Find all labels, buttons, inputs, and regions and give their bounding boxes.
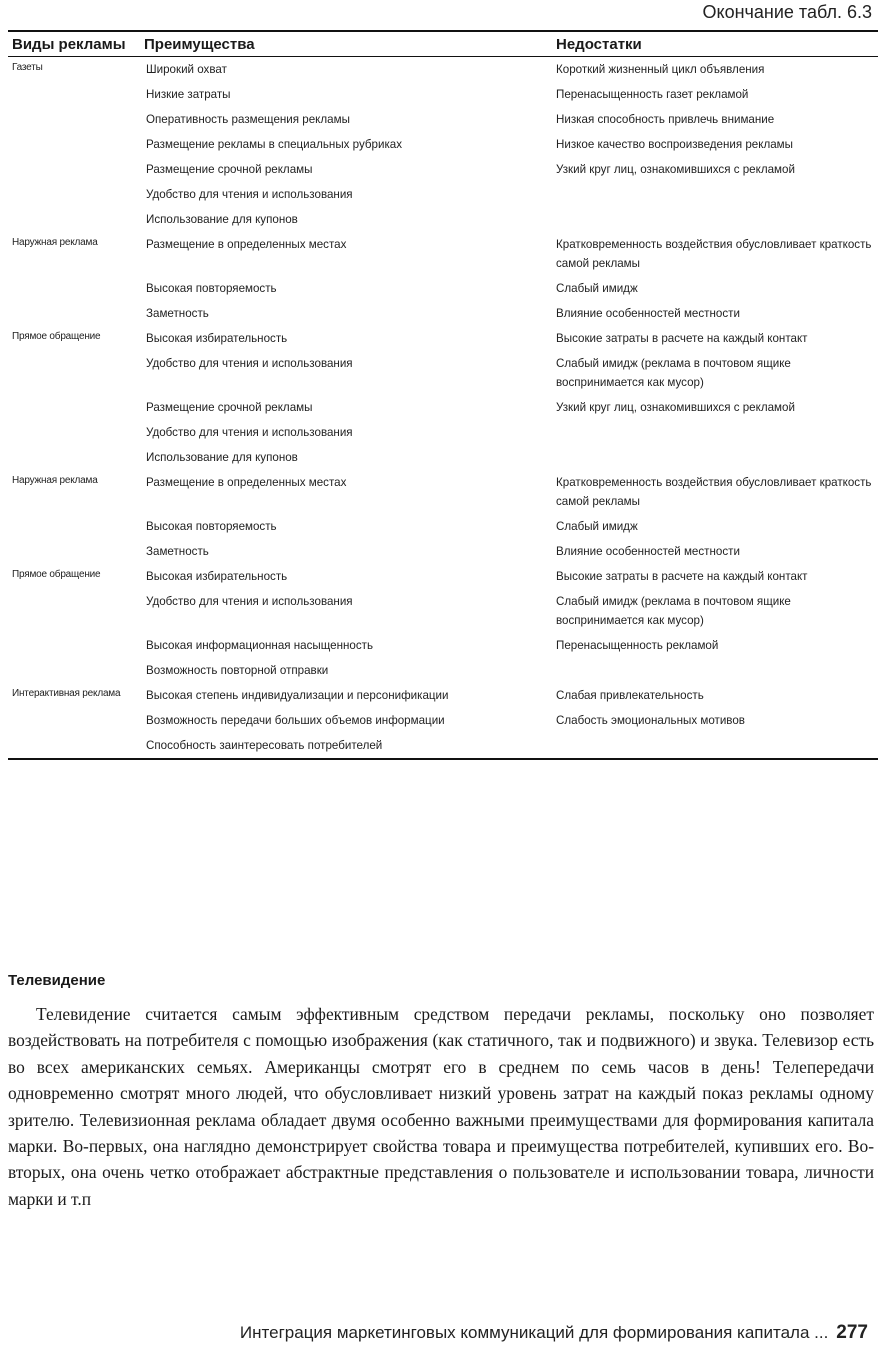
disadvantage-cell: Узкий круг лиц, ознакомившихся с рекламой	[556, 401, 795, 414]
media-type-cell: Интерактивная реклама	[12, 688, 121, 699]
disadvantage-cell	[552, 207, 878, 232]
advantage-cell: Использование для купонов	[146, 213, 298, 226]
disadvantage-cell: Кратковременность воздействия обусловливает краткость самой рекламы	[556, 238, 872, 270]
advantage-cell: Высокая избирательность	[146, 332, 288, 345]
advantage-cell: Оперативность размещения рекламы	[146, 113, 350, 126]
disadvantage-cell: Слабая привлекательность	[556, 689, 704, 702]
disadvantage-cell	[552, 445, 878, 470]
disadvantage-cell: Низкое качество воспроизведения рекламы	[556, 138, 793, 151]
disadvantage-cell: Слабый имидж	[556, 282, 638, 295]
disadvantage-cell	[552, 182, 878, 207]
disadvantage-cell: Перенасыщенность рекламой	[556, 639, 719, 652]
media-type-cell	[8, 207, 140, 232]
media-type-cell	[8, 157, 140, 182]
media-type-cell	[8, 420, 140, 445]
body-paragraph: Телевидение считается самым эффективным средством передачи рекламы, поскольку оно позволяет воздействовать на потребителя с помощью изображения (как статичного, так и подвижного) и звука. Телевизор есть во всех американских семьях. Американцы смотрят его в среднем по семь часов в день! Телепередачи одновременно смотрят много людей, что обусловливает низкий уровень затрат на каждый показ рекламы одному зрителю. Телевизионная реклама обладает двумя особенно важными преимуществами для формирования капитала марки. Во-первых, она наглядно демонстрирует свойства товара и преимущества потребителей, купивших его. Во-вторых, она очень четко отображает абстрактные представления о пользователе и использовании товара, личности марки и т.п	[8, 1004, 874, 1209]
disadvantage-cell: Слабый имидж (реклама в почтовом ящике воспринимается как мусор)	[556, 595, 791, 627]
table-row	[8, 539, 878, 564]
media-type-cell	[8, 182, 140, 207]
table-row	[8, 157, 878, 182]
media-type-cell	[8, 445, 140, 470]
advertising-table	[8, 30, 878, 760]
media-type-cell: Прямое обращение	[12, 331, 101, 342]
advantage-cell: Размещение срочной рекламы	[146, 163, 313, 176]
disadvantage-cell: Слабость эмоциональных мотивов	[556, 714, 745, 727]
table-row	[8, 470, 878, 514]
table-row	[8, 57, 878, 83]
advantage-cell: Широкий охват	[146, 63, 227, 76]
page-footer	[240, 1322, 868, 1344]
media-type-cell: Газеты	[12, 62, 43, 73]
media-type-cell	[8, 107, 140, 132]
disadvantage-cell: Слабый имидж (реклама в почтовом ящике воспринимается как мусор)	[556, 357, 791, 389]
table-row	[8, 301, 878, 326]
advantage-cell: Заметность	[146, 307, 209, 320]
media-type-cell	[8, 589, 140, 633]
advantage-cell: Удобство для чтения и использования	[146, 595, 353, 608]
table-row	[8, 564, 878, 589]
table-row	[8, 420, 878, 445]
media-type-cell	[8, 708, 140, 733]
media-comparison-table	[8, 32, 878, 758]
table-continuation-label: Окончание табл. 6.3	[702, 2, 872, 22]
advantage-cell: Высокая повторяемость	[146, 282, 277, 295]
table-row	[8, 633, 878, 658]
media-type-cell	[8, 276, 140, 301]
table-row	[8, 683, 878, 708]
disadvantage-cell: Влияние особенностей местности	[556, 545, 740, 558]
header-media-type: Виды рекламы	[8, 32, 140, 57]
advantage-cell: Возможность повторной отправки	[146, 664, 329, 677]
table-row	[8, 82, 878, 107]
advantage-cell: Удобство для чтения и использования	[146, 426, 353, 439]
table-row	[8, 708, 878, 733]
media-type-cell: Наружная реклама	[12, 475, 98, 486]
header-advantages: Преимущества	[140, 32, 552, 57]
table-row	[8, 395, 878, 420]
advantage-cell: Возможность передачи больших объемов информации	[146, 714, 445, 727]
media-type-cell	[8, 539, 140, 564]
media-type-cell	[8, 733, 140, 758]
media-type-cell	[8, 658, 140, 683]
table-row	[8, 182, 878, 207]
table-row	[8, 232, 878, 276]
advantage-cell: Размещение рекламы в специальных рубриках	[146, 138, 403, 151]
advantage-cell: Использование для купонов	[146, 451, 298, 464]
table-row	[8, 276, 878, 301]
disadvantage-cell: Перенасыщенность газет рекламой	[556, 88, 749, 101]
advantage-cell: Высокая информационная насыщенность	[146, 639, 374, 652]
header-disadvantages: Недостатки	[552, 32, 878, 57]
advantage-cell: Размещение в определенных местах	[146, 238, 347, 251]
media-type-cell	[8, 82, 140, 107]
advantage-cell: Высокая повторяемость	[146, 520, 277, 533]
advantage-cell: Заметность	[146, 545, 209, 558]
media-type-cell	[8, 514, 140, 539]
disadvantage-cell	[552, 733, 878, 758]
advantage-cell: Удобство для чтения и использования	[146, 188, 353, 201]
table-row	[8, 589, 878, 633]
media-type-cell	[8, 301, 140, 326]
disadvantage-cell: Высокие затраты в расчете на каждый контакт	[556, 332, 808, 345]
advantage-cell: Способность заинтересовать потребителей	[146, 739, 383, 752]
table-row	[8, 351, 878, 395]
table-row	[8, 326, 878, 351]
advantage-cell: Высокая избирательность	[146, 570, 288, 583]
media-type-cell	[8, 395, 140, 420]
disadvantage-cell	[552, 420, 878, 445]
table-row	[8, 132, 878, 157]
advantage-cell: Размещение в определенных местах	[146, 476, 347, 489]
table-bottom-rule	[8, 758, 878, 760]
disadvantage-cell: Высокие затраты в расчете на каждый контакт	[556, 570, 808, 583]
media-type-cell	[8, 132, 140, 157]
disadvantage-cell: Влияние особенностей местности	[556, 307, 740, 320]
advantage-cell: Размещение срочной рекламы	[146, 401, 313, 414]
running-title: Интеграция маркетинговых коммуникаций для формирования капитала ...	[239, 1323, 829, 1342]
page-number: 277	[836, 1322, 868, 1343]
disadvantage-cell: Слабый имидж	[556, 520, 638, 533]
header-row	[8, 32, 878, 57]
disadvantage-cell: Короткий жизненный цикл объявления	[556, 63, 765, 76]
table-row	[8, 207, 878, 232]
table-row	[8, 658, 878, 683]
table-body	[8, 57, 878, 759]
table-row	[8, 445, 878, 470]
table-header	[8, 32, 878, 57]
advantage-cell: Высокая степень индивидуализации и персонификации	[146, 689, 449, 702]
disadvantage-cell: Низкая способность привлечь внимание	[556, 113, 775, 126]
media-type-cell: Наружная реклама	[12, 237, 98, 248]
media-type-cell	[8, 351, 140, 395]
advantage-cell: Низкие затраты	[146, 88, 231, 101]
disadvantage-cell: Узкий круг лиц, ознакомившихся с рекламой	[556, 163, 795, 176]
table-row	[8, 733, 878, 758]
disadvantage-cell: Кратковременность воздействия обусловливает краткость самой рекламы	[556, 476, 872, 508]
table-row	[8, 514, 878, 539]
section-title: Телевидение	[8, 972, 106, 989]
disadvantage-cell	[552, 658, 878, 683]
media-type-cell: Прямое обращение	[12, 569, 101, 580]
advantage-cell: Удобство для чтения и использования	[146, 357, 353, 370]
media-type-cell	[8, 633, 140, 658]
table-row	[8, 107, 878, 132]
